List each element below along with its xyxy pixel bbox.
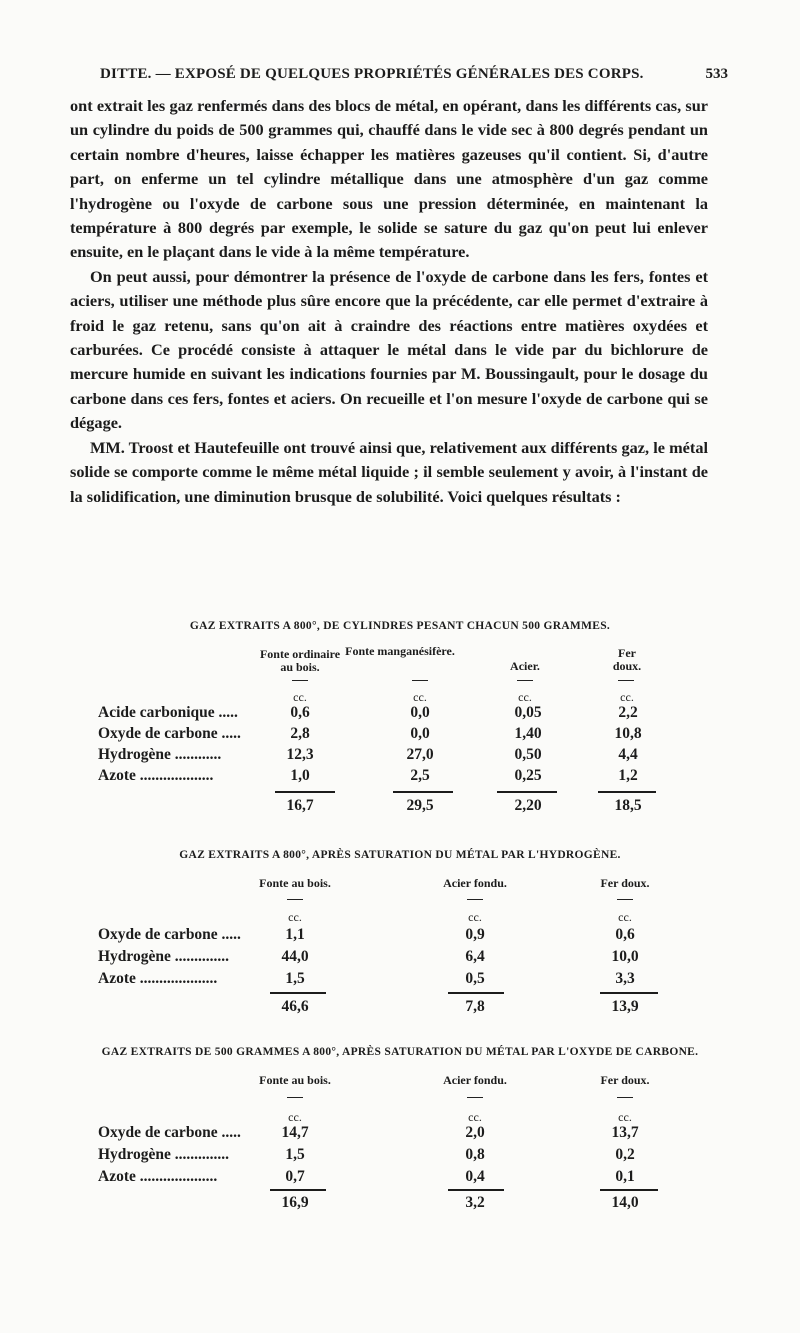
- unit-label: cc.: [618, 1110, 632, 1124]
- column-header: Fonte ordinaire au bois.: [259, 647, 341, 674]
- running-title: DITTE. — EXPOSÉ DE QUELQUES PROPRIÉTÉS GÉNÉRALES DES CORPS.: [100, 66, 644, 82]
- table-row: Hydrogène .............. 1,5 0,8 0,2: [98, 1146, 635, 1163]
- unit-label: cc.: [468, 1110, 482, 1124]
- unit-label: cc.: [288, 1110, 302, 1124]
- table-row: Azote ................... 1,0 2,5 0,25 1,2: [98, 767, 638, 784]
- column-header: Acier fondu.: [443, 876, 507, 890]
- column-header: Fonte manganésifère.: [345, 644, 455, 658]
- unit-label: cc.: [468, 910, 482, 924]
- table-row: Hydrogène .............. 44,0 6,4 10,0: [98, 948, 639, 965]
- column-header: Fer doux.: [600, 1073, 650, 1087]
- page-number: 533: [705, 66, 728, 82]
- totals-row: 46,6 7,8 13,9: [281, 998, 639, 1015]
- unit-label: cc.: [293, 690, 307, 704]
- column-header: Fer doux.: [612, 646, 642, 673]
- table-row: Oxyde de carbone ..... 14,7 2,0 13,7: [98, 1124, 639, 1141]
- unit-label: cc.: [518, 690, 532, 704]
- column-header: Acier fondu.: [443, 1073, 507, 1087]
- table-1-title: GAZ EXTRAITS A 800°, DE CYLINDRES PESANT CHACUN 500 GRAMMES.: [189, 620, 611, 632]
- table-2-title: GAZ EXTRAITS A 800°, APRÈS SATURATION DU MÉTAL PAR L'HYDROGÈNE.: [179, 849, 621, 861]
- totals-row: 16,7 29,5 2,20 18,5: [286, 797, 642, 814]
- table-row: Acide carbonique ..... 0,6 0,0 0,05 2,2: [98, 704, 638, 721]
- table-row: Azote .................... 0,7 0,4 0,1: [98, 1168, 635, 1185]
- body-text: [70, 94, 708, 509]
- column-header: Fonte au bois.: [259, 1073, 331, 1087]
- unit-label: cc.: [413, 690, 427, 704]
- column-header: Fonte au bois.: [259, 876, 331, 890]
- table-row: Oxyde de carbone ..... 2,8 0,0 1,40 10,8: [98, 725, 642, 742]
- table-3-title: GAZ EXTRAITS DE 500 GRAMMES A 800°, APRÈS SATURATION DU MÉTAL PAR L'OXYDE DE CARBONE.: [101, 1046, 699, 1058]
- paragraph: On peut aussi, pour démontrer la présence de l'oxyde de carbone dans les fers, fontes et aciers, utiliser une méthode plus sûre encore que la précédente, car elle permet d'extraire à froid le gaz retenu, sans qu'on ait à craindre des réactions entre matières oxydées et carburées. Ce procédé consiste à attaquer le métal dans le vide par du bichlorure de mercure humide en suivant les indications fournies par M. Boussingault, pour le dosage du carbone dans ces fers, fontes et aciers. On recueille et l'on mesure l'oxyde de carbone qui se dégage.: [70, 266, 708, 433]
- unit-label: cc.: [620, 690, 634, 704]
- paragraph: ont extrait les gaz renfermés dans des blocs de métal, en opérant, dans les différents cas, sur un cylindre du poids de 500 grammes qui, chauffé dans le vide sec à 800 degrés pendant un certain nombre d'heures, laisse échapper les matières gazeuses qu'il contient. Si, d'autre part, on enferme un tel cylindre métallique dans une atmosphère d'un gaz comme l'hydrogène ou l'oxyde de carbone sous une pression déterminée, en maintenant la température à 800 degrés par exemple, le solide se sature du gaz qu'on peut lui enlever ensuite, en le plaçant dans le vide à la même température.: [70, 96, 708, 262]
- unit-label: cc.: [618, 910, 632, 924]
- column-header: Acier.: [510, 659, 540, 673]
- paragraph: MM. Troost et Hautefeuille ont trouvé ainsi que, relativement aux différents gaz, le métal solide se comporte comme le même métal liquide ; il semble seulement y avoir, à l'instant de la solidification, une diminution brusque de solubilité. Voici quelques résultats :: [70, 437, 708, 506]
- column-header: Fer doux.: [600, 876, 650, 890]
- table-row: Hydrogène ............ 12,3 27,0 0,50 4,4: [98, 746, 638, 763]
- unit-label: cc.: [288, 910, 302, 924]
- totals-row: 16,9 3,2 14,0: [281, 1194, 639, 1211]
- table-row: Azote .................... 1,5 0,5 3,3: [98, 970, 635, 987]
- table-row: Oxyde de carbone ..... 1,1 0,9 0,6: [98, 926, 635, 943]
